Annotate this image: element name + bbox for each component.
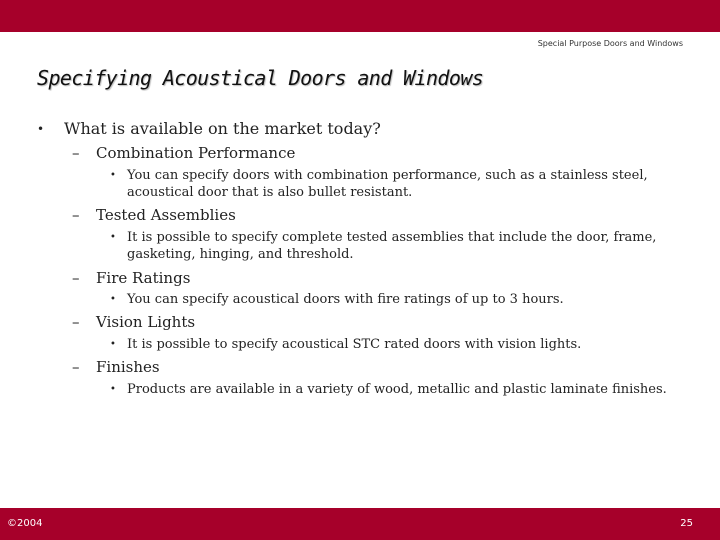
bullet-text: What is available on the market today? — [64, 119, 381, 138]
bullet-dot-icon: • — [110, 232, 116, 243]
dash-icon: – — [72, 313, 80, 331]
dash-icon: – — [72, 206, 80, 224]
dash-icon: – — [72, 144, 80, 162]
sub-bullet-heading: Combination Performance — [96, 144, 296, 162]
detail-text: You can specify doors with combination performance, such as a stainless steel, acoustical door that is also bullet resistant. — [127, 168, 648, 200]
bottom-color-band — [0, 508, 720, 540]
bullet-dot-icon: • — [37, 122, 45, 136]
top-color-band — [0, 0, 720, 32]
copyright-notice: ©2004 — [7, 518, 43, 529]
detail-text: Products are available in a variety of wood, metallic and plastic laminate finishes. — [127, 382, 667, 397]
bullet-dot-icon: • — [110, 170, 116, 181]
detail-text: It is possible to specify complete tested assemblies that include the door, frame, gasketing, hinging, and threshold. — [127, 230, 657, 262]
dash-icon: – — [72, 358, 80, 376]
slide-header-subtitle: Special Purpose Doors and Windows — [537, 39, 683, 48]
dash-icon: – — [72, 269, 80, 287]
detail-text: It is possible to specify acoustical STC rated doors with vision lights. — [127, 337, 582, 352]
slide-title: Specifying Acoustical Doors and Windows — [37, 66, 484, 90]
page-number: 25 — [680, 518, 693, 529]
sub-bullet-heading: Fire Ratings — [96, 269, 191, 287]
bullet-dot-icon: • — [110, 384, 116, 395]
sub-bullet-heading: Finishes — [96, 358, 160, 376]
bullet-dot-icon: • — [110, 339, 116, 350]
detail-text: You can specify acoustical doors with fire ratings of up to 3 hours. — [127, 292, 564, 307]
sub-bullet-heading: Tested Assemblies — [96, 206, 236, 224]
bullet-dot-icon: • — [110, 294, 116, 305]
sub-bullet-heading: Vision Lights — [96, 313, 196, 331]
